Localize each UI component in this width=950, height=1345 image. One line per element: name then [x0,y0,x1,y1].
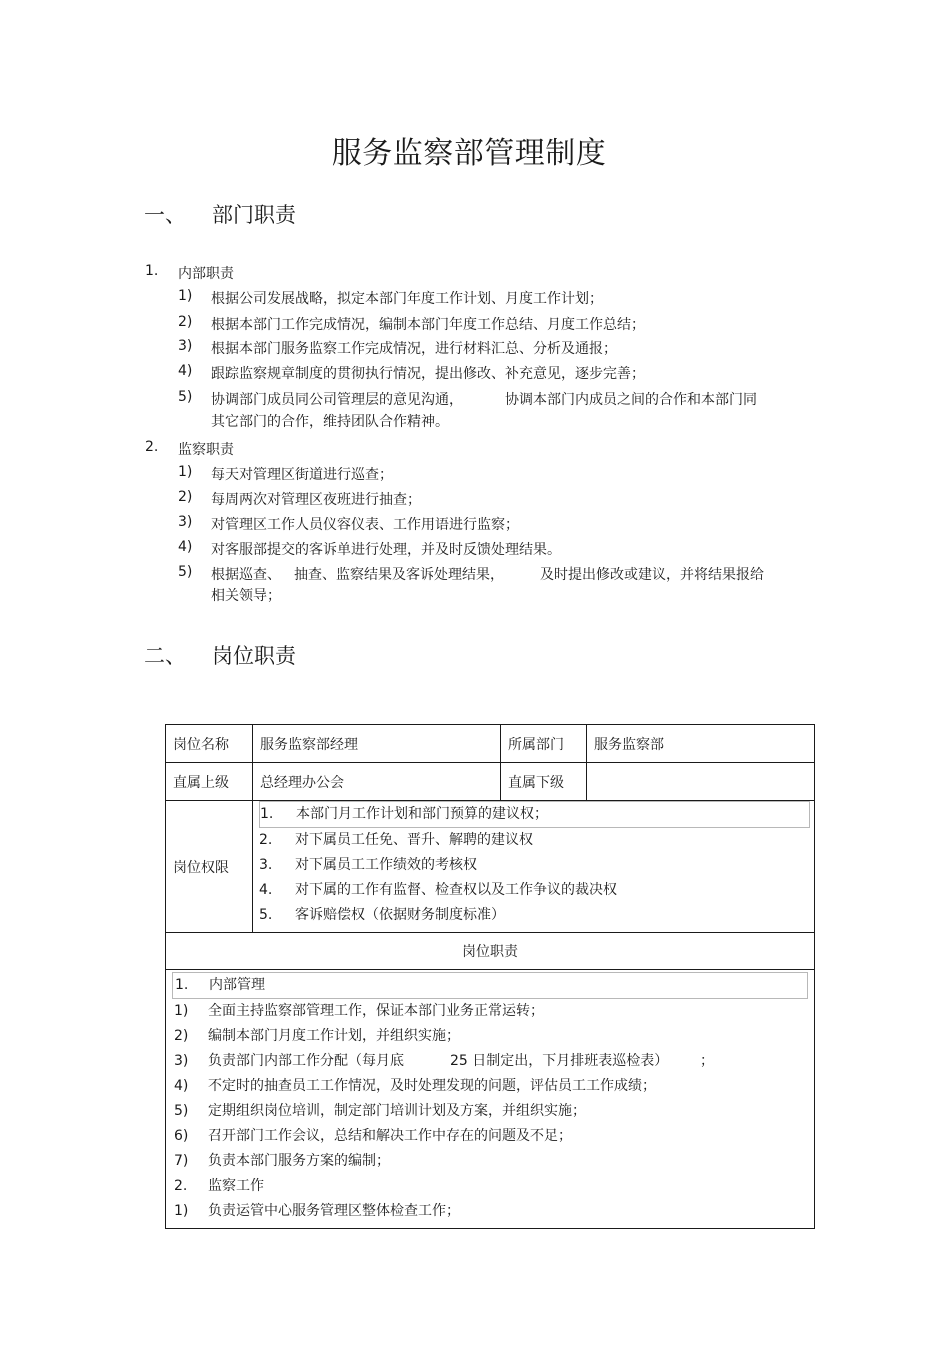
list-item: 每周两次对管理区夜班进行抽查； [211,492,421,508]
authority-item-text: 对下属员工任免、晋升、解聘的建议权 [295,832,533,848]
duty-text: 负责运管中心服务管理区整体检查工作； [208,1203,460,1219]
duty-number: 2) [174,1028,189,1044]
list-item-number: 1) [178,288,193,304]
duty-text-continued: ； [700,1053,714,1069]
table-row [166,763,815,801]
table-row [166,933,815,970]
authority-item-number: 3. [259,857,273,873]
authority-list [253,801,814,932]
authority-item-number: 5. [259,907,273,923]
authority-item-text: 对下属的工作有监督、检查权以及工作争议的裁决权 [295,882,617,898]
list-item-continued: 及时提出修改或建议，并将结果报给 [540,567,764,583]
duty-number: 3) [174,1053,189,1069]
duty-number: 1) [174,1203,189,1219]
duty-text: 召开部门工作会议，总结和解决工作中存在的问题及不足； [208,1128,572,1144]
duty-text: 内部管理 [209,977,265,993]
list-item-continued: 相关领导； [211,588,281,604]
duty-number: 2. [174,1178,188,1194]
list-item-number: 4) [178,539,193,555]
authority-item [259,853,810,878]
subsection-title: 监察职责 [178,442,234,458]
list-item-number: 3) [178,338,193,354]
duty-line [172,1099,808,1124]
authority-item [259,878,810,903]
list-item: 对客服部提交的客诉单进行处理，并及时反馈处理结果。 [211,542,561,558]
position-value: 服务监察部经理 [253,725,501,763]
duty-line [172,1199,808,1224]
table-row [166,970,815,1229]
duty-text: 编制本部门月度工作计划，并组织实施； [208,1028,460,1044]
duty-line [172,1074,808,1099]
department-value: 服务监察部 [587,725,815,763]
duty-text: 全面主持监察部管理工作，保证本部门业务正常运转； [208,1003,544,1019]
list-item-number: 2) [178,489,193,505]
list-item: 跟踪监察规章制度的贯彻执行情况，提出修改、补充意见，逐步完善； [211,366,645,382]
list-item-number: 5) [178,389,193,405]
authority-item-number: 2. [259,832,273,848]
list-item: 根据公司发展战略，拟定本部门年度工作计划、月度工作计划； [211,291,603,307]
list-item-number: 1) [178,464,193,480]
authority-item-number: 4. [259,882,273,898]
duty-line [172,1049,808,1074]
list-item: 根据巡查、 [211,567,281,583]
section-number: 二、 [144,644,186,668]
list-item-number: 2) [178,314,193,330]
duty-number: 1) [174,1003,189,1019]
duty-text-continued: 25 日制定出，下月排班表巡检表） [450,1053,669,1069]
subsection-number: 2. [145,439,159,455]
duty-line [172,1174,808,1199]
duty-text: 定期组织岗位培训，制定部门培训计划及方案，并组织实施； [208,1103,586,1119]
job-description-table [165,724,815,1229]
authority-item-number: 1. [260,806,274,822]
subordinate-value [587,763,815,801]
subsection-number: 1. [145,263,159,279]
list-item: 每天对管理区街道进行巡查； [211,467,393,483]
duty-line [172,1149,808,1174]
section-title: 岗位职责 [212,644,296,668]
authority-label: 岗位权限 [166,801,253,933]
authority-item-text: 对下属员工工作绩效的考核权 [295,857,477,873]
list-item-number: 5) [178,564,193,580]
list-item-number: 3) [178,514,193,530]
duty-number: 7) [174,1153,189,1169]
duty-text: 负责本部门服务方案的编制； [208,1153,390,1169]
list-item-continued: 其它部门的合作，维持团队合作精神。 [211,414,449,430]
duties-header: 岗位职责 [166,933,815,970]
position-label: 岗位名称 [166,725,253,763]
section-title: 部门职责 [212,203,296,227]
duty-number: 5) [174,1103,189,1119]
section-number: 一、 [144,203,186,227]
superior-label: 直属上级 [166,763,253,801]
duty-line [172,972,808,999]
subsection-title: 内部职责 [178,266,234,282]
authority-list-cell [253,801,815,933]
list-item: 根据本部门服务监察工作完成情况，进行材料汇总、分析及通报； [211,341,617,357]
authority-item [259,903,810,928]
list-item-number: 4) [178,363,193,379]
superior-value: 总经理办公会 [253,763,501,801]
list-item: 协调部门成员同公司管理层的意见沟通， [211,392,463,408]
duty-line [172,1024,808,1049]
authority-item [259,828,810,853]
duty-number: 1. [175,977,189,993]
duty-line [172,999,808,1024]
duties-cell [166,970,815,1229]
page-title: 服务监察部管理制度 [331,136,607,171]
authority-item-text: 本部门月工作计划和部门预算的建议权； [296,806,548,822]
duty-line [172,1124,808,1149]
table-row [166,801,815,933]
list-item-continued: 抽查、监察结果及客诉处理结果， [294,567,504,583]
duty-text: 不定时的抽查员工工作情况，及时处理发现的问题，评估员工工作成绩； [208,1078,656,1094]
list-item: 对管理区工作人员仪容仪表、工作用语进行监察； [211,517,519,533]
duty-number: 6) [174,1128,189,1144]
department-label: 所属部门 [501,725,587,763]
table-row [166,725,815,763]
duty-text: 监察工作 [208,1178,264,1194]
subordinate-label: 直属下级 [501,763,587,801]
list-item-continued: 协调本部门内成员之间的合作和本部门同 [505,392,757,408]
authority-item-text: 客诉赔偿权（依据财务制度标准） [295,907,505,923]
list-item: 根据本部门工作完成情况，编制本部门年度工作总结、月度工作总结； [211,317,645,333]
authority-item [259,801,810,828]
duty-text: 负责部门内部工作分配（每月底 [208,1053,404,1069]
duty-number: 4) [174,1078,189,1094]
